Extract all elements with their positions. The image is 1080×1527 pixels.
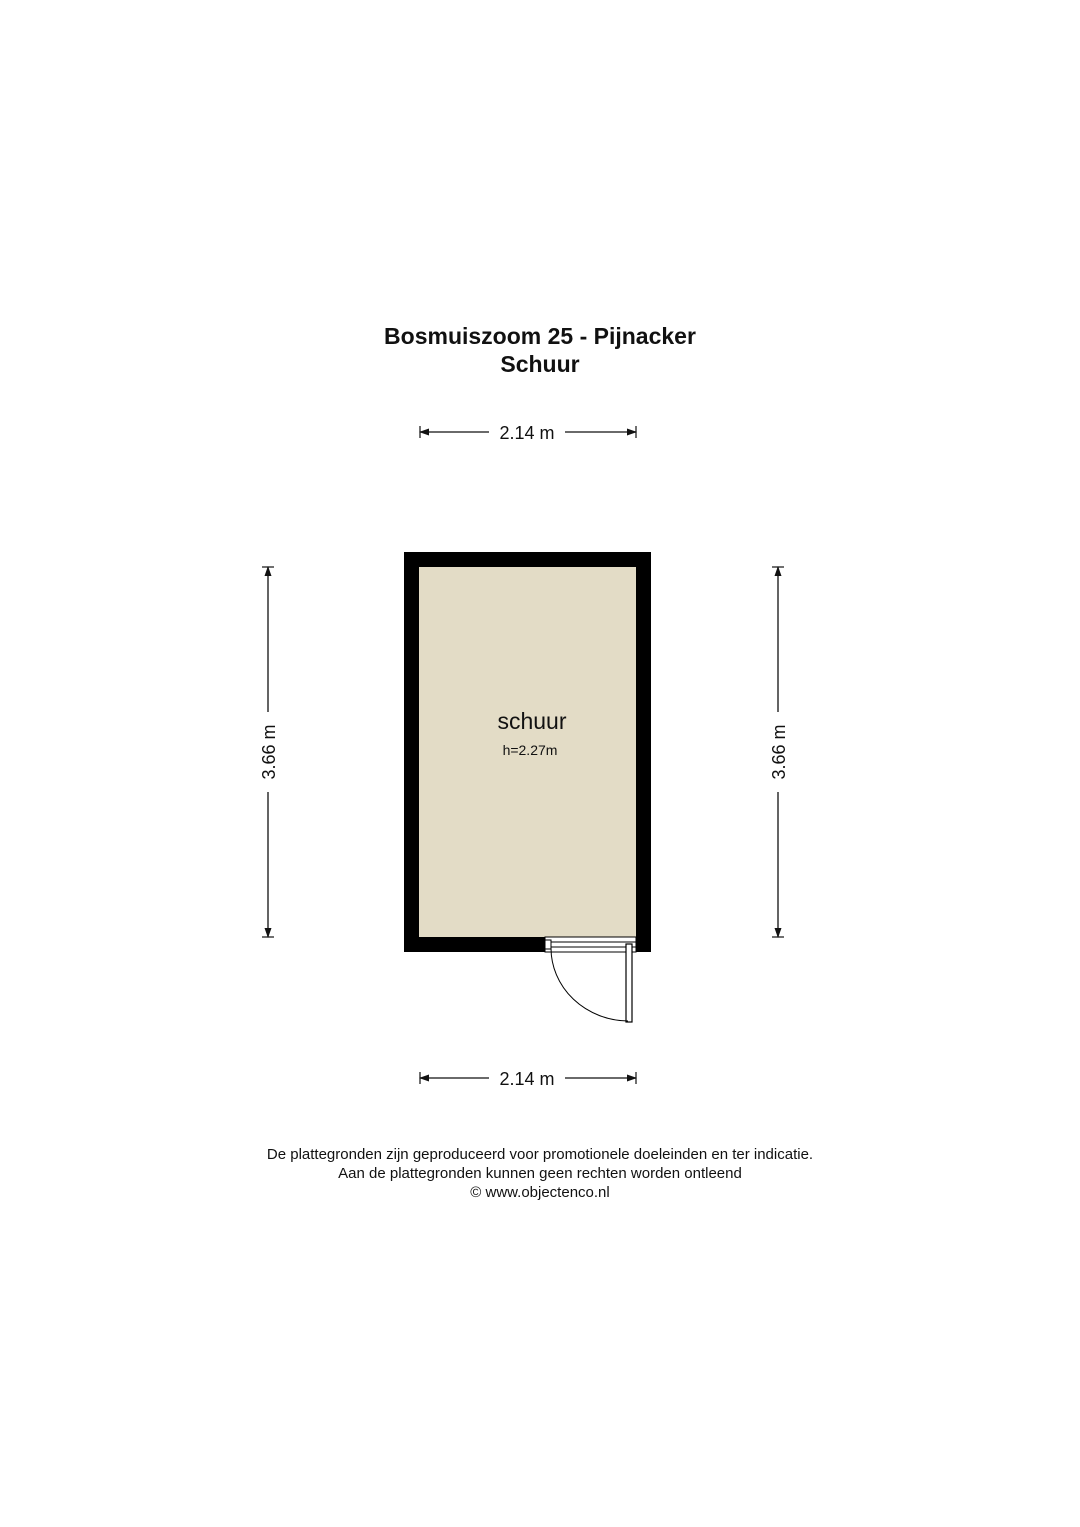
- right-height-label: 3.66 m: [769, 724, 789, 780]
- door: [545, 937, 636, 1022]
- wall-left: [404, 552, 419, 952]
- disclaimer-line-2: Aan de plattegronden kunnen geen rechten worden ontleend: [338, 1165, 742, 1182]
- plan-title: Bosmuiszoom 25 - Pijnacker: [384, 323, 696, 349]
- bottom-width-label: 2.14 m: [499, 1069, 555, 1089]
- left-height-label: 3.66 m: [259, 724, 279, 780]
- door-swing-arc: [551, 948, 628, 1021]
- door-leaf: [626, 944, 632, 1022]
- top-width-label: 2.14 m: [499, 423, 555, 443]
- wall-right: [636, 552, 651, 952]
- room-height: h=2.27m: [502, 742, 558, 758]
- room-name: schuur: [497, 708, 567, 734]
- copyright-line: © www.objectenco.nl: [470, 1184, 610, 1201]
- wall-top: [404, 552, 651, 567]
- wall-bottom-left: [404, 937, 545, 952]
- disclaimer-line-1: De plattegronden zijn geproduceerd voor promotionele doeleinden en ter indicatie.: [266, 1146, 814, 1163]
- right-height-dimension: [769, 567, 789, 937]
- left-height-dimension: [259, 567, 279, 937]
- top-width-dimension: [420, 423, 636, 443]
- plan-subtitle: Schuur: [500, 351, 580, 377]
- bottom-width-dimension: [420, 1069, 636, 1089]
